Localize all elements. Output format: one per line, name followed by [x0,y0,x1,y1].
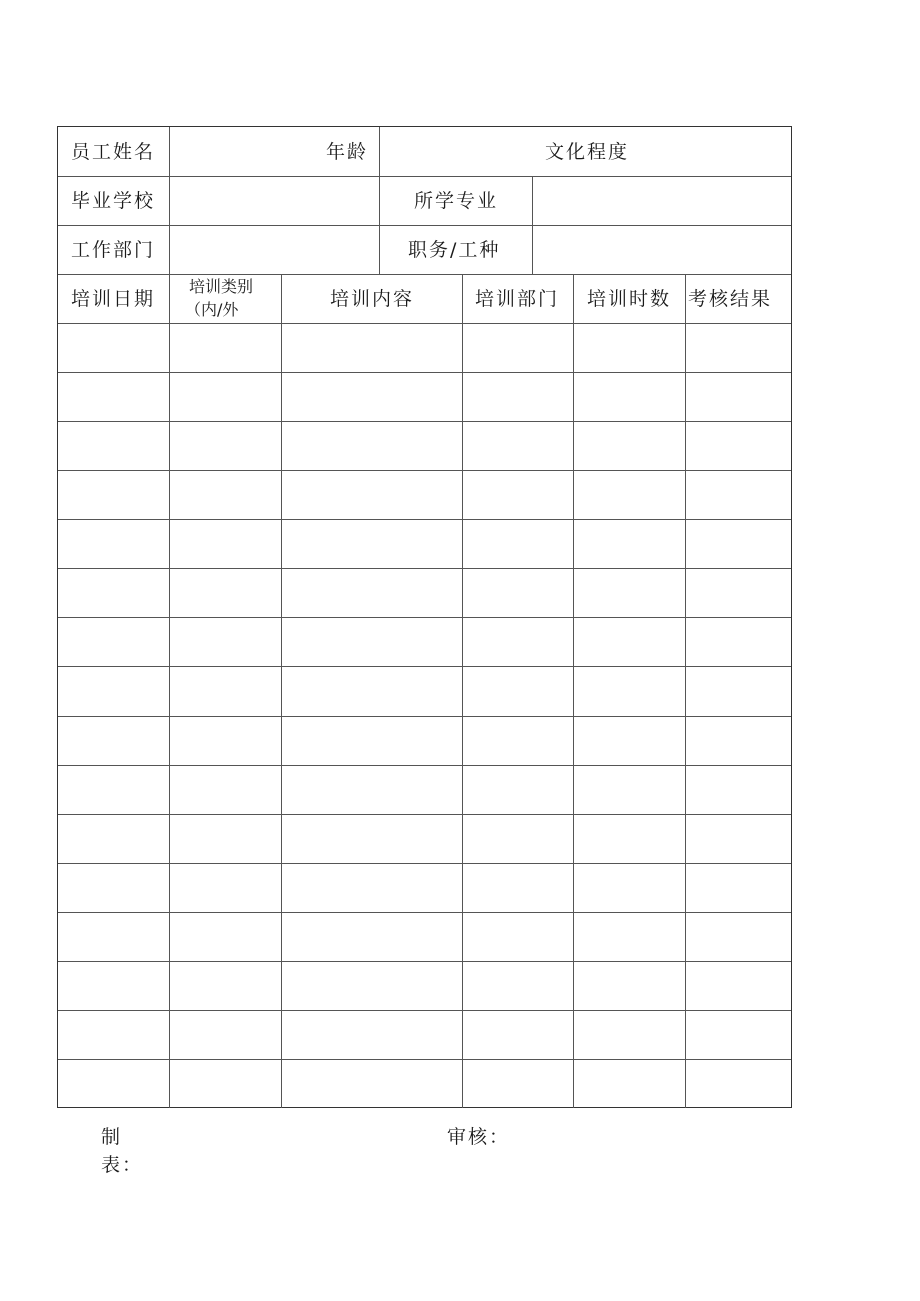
training-row-cell[interactable] [686,766,791,814]
training-row-cell[interactable] [463,422,573,470]
training-row-cell[interactable] [170,471,281,519]
training-row-cell[interactable] [59,471,169,519]
col-header-hours: 培训时数 [587,288,672,310]
training-row-cell[interactable] [170,962,281,1010]
training-row-cell[interactable] [282,471,462,519]
training-row-cell[interactable] [463,766,573,814]
training-row-cell[interactable] [170,717,281,765]
training-row-cell[interactable] [574,766,685,814]
training-row-cell[interactable] [463,520,573,568]
training-row-cell[interactable] [282,766,462,814]
training-row-cell[interactable] [282,618,462,666]
training-row-cell[interactable] [59,422,169,470]
training-row-cell[interactable] [686,815,791,863]
col-divider [379,127,380,274]
school-label: 毕业学校 [71,190,156,212]
age-label: 年龄 [326,141,369,163]
training-row-cell[interactable] [170,864,281,912]
education-label: 文化程度 [545,141,630,163]
training-row-cell[interactable] [463,913,573,961]
training-row-cell[interactable] [282,717,462,765]
training-row-cell[interactable] [282,324,462,372]
training-row-cell[interactable] [574,618,685,666]
training-row-cell[interactable] [59,962,169,1010]
training-row-cell[interactable] [463,569,573,617]
training-row-cell[interactable] [282,373,462,421]
position-label: 职务/工种 [408,239,501,261]
training-row-cell[interactable] [686,422,791,470]
position-value[interactable] [533,226,791,274]
training-row-cell[interactable] [686,324,791,372]
training-row-cell[interactable] [686,864,791,912]
training-row-cell[interactable] [463,1060,573,1108]
training-row-cell[interactable] [574,913,685,961]
row-divider [58,274,791,275]
col-header-result: 考核结果 [688,288,773,310]
training-row-cell[interactable] [170,815,281,863]
reviewed-by-label: 审核： [447,1126,511,1148]
training-row-cell[interactable] [59,766,169,814]
training-row-cell[interactable] [686,618,791,666]
major-value[interactable] [533,177,791,225]
training-row-cell[interactable] [282,569,462,617]
training-row-cell[interactable] [170,569,281,617]
training-row-cell[interactable] [59,1060,169,1108]
training-row-cell[interactable] [282,815,462,863]
major-label: 所学专业 [414,190,499,212]
training-row-cell[interactable] [463,471,573,519]
training-row-cell[interactable] [574,471,685,519]
col-header-date: 培训日期 [71,288,156,310]
training-row-cell[interactable] [282,962,462,1010]
training-row-cell[interactable] [170,1060,281,1108]
training-row-cell[interactable] [59,815,169,863]
training-row-cell[interactable] [463,324,573,372]
training-row-cell[interactable] [59,520,169,568]
training-row-cell[interactable] [574,962,685,1010]
training-row-cell[interactable] [574,815,685,863]
training-row-cell[interactable] [170,1011,281,1059]
training-row-cell[interactable] [686,373,791,421]
training-row-cell[interactable] [574,324,685,372]
training-row-cell[interactable] [282,667,462,715]
training-row-cell[interactable] [170,324,281,372]
training-row-cell[interactable] [170,913,281,961]
training-row-cell[interactable] [170,618,281,666]
training-row-cell[interactable] [463,717,573,765]
school-value[interactable] [170,177,379,225]
training-row-cell[interactable] [463,618,573,666]
training-row-cell[interactable] [170,766,281,814]
training-row-cell[interactable] [170,373,281,421]
training-row-cell[interactable] [59,717,169,765]
col-header-department: 培训部门 [475,288,560,310]
training-row-cell[interactable] [282,1060,462,1108]
training-row-cell[interactable] [574,422,685,470]
training-row-cell[interactable] [574,1060,685,1108]
training-row-cell[interactable] [463,373,573,421]
col-header-category-line1: 培训类别 [189,277,254,296]
col-header-category-line2: （内/外 [185,300,239,319]
training-row-cell[interactable] [686,1011,791,1059]
training-row-cell[interactable] [686,667,791,715]
training-row-cell[interactable] [574,569,685,617]
training-row-cell[interactable] [686,913,791,961]
training-row-cell[interactable] [59,373,169,421]
training-row-cell[interactable] [282,1011,462,1059]
training-row-cell[interactable] [463,815,573,863]
training-row-cell[interactable] [59,324,169,372]
training-row-cell[interactable] [59,864,169,912]
training-row-cell[interactable] [59,618,169,666]
training-row-cell[interactable] [463,962,573,1010]
training-row-cell[interactable] [282,913,462,961]
training-row-cell[interactable] [59,667,169,715]
training-row-cell[interactable] [282,422,462,470]
training-row-cell[interactable] [59,569,169,617]
training-row-cell[interactable] [574,717,685,765]
training-row-cell[interactable] [170,422,281,470]
training-row-cell[interactable] [282,864,462,912]
training-row-cell[interactable] [574,864,685,912]
training-row-cell[interactable] [686,962,791,1010]
training-row-cell[interactable] [686,471,791,519]
training-row-cell[interactable] [59,1011,169,1059]
training-row-cell[interactable] [463,667,573,715]
training-row-cell[interactable] [574,373,685,421]
training-row-cell[interactable] [463,1011,573,1059]
training-row-cell[interactable] [686,1060,791,1108]
training-row-cell[interactable] [686,569,791,617]
training-row-cell[interactable] [574,520,685,568]
training-record-form [57,126,792,1108]
department-label: 工作部门 [71,239,156,261]
prepared-by-label-1: 制 [101,1126,123,1148]
training-row-cell[interactable] [574,667,685,715]
department-value[interactable] [170,226,379,274]
training-row-cell[interactable] [463,864,573,912]
training-row-cell[interactable] [686,520,791,568]
training-row-cell[interactable] [282,520,462,568]
training-row-cell[interactable] [686,717,791,765]
prepared-by-label-2: 表： [101,1154,144,1176]
col-header-content: 培训内容 [330,288,415,310]
employee-name-label: 员工姓名 [71,141,156,163]
training-row-cell[interactable] [574,1011,685,1059]
training-row-cell[interactable] [170,520,281,568]
training-row-cell[interactable] [59,913,169,961]
training-row-cell[interactable] [170,667,281,715]
